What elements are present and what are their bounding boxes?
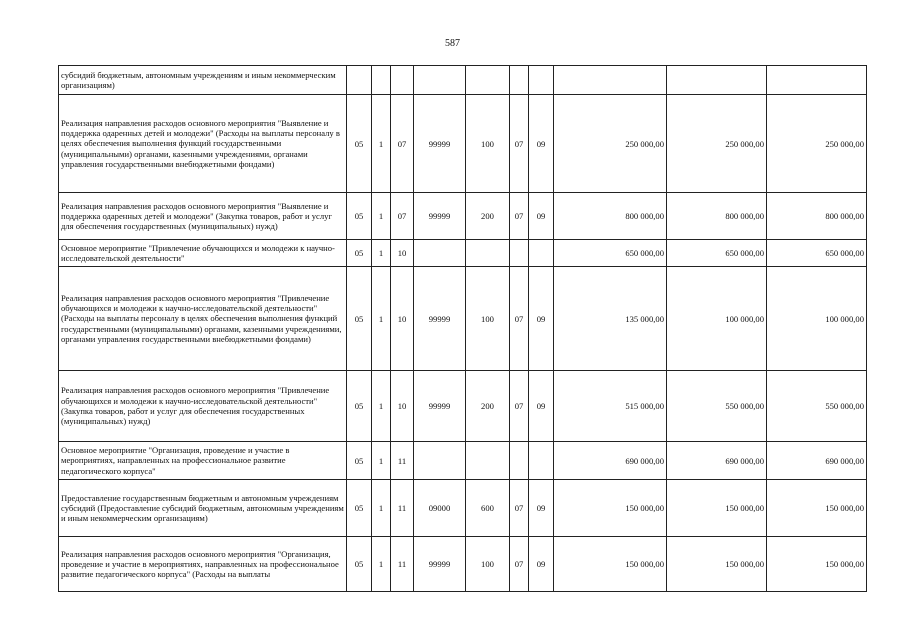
code-cell: 05	[347, 95, 372, 193]
table-row	[59, 537, 867, 592]
amount-cell: 250 000,00	[554, 95, 667, 193]
code-cell: 1	[372, 95, 391, 193]
code-cell	[466, 240, 510, 267]
table-row	[59, 66, 867, 95]
code-cell	[510, 240, 529, 267]
amount-cell: 650 000,00	[667, 240, 767, 267]
amount-cell: 250 000,00	[667, 95, 767, 193]
code-cell: 07	[510, 193, 529, 240]
description-cell: субсидий бюджетным, автономным учреждениям и иным некоммерческим организациям)	[59, 66, 347, 95]
code-cell: 1	[372, 537, 391, 592]
code-cell	[414, 66, 466, 95]
description-cell: Реализация направления расходов основного мероприятия "Выявление и поддержка одаренных детей и молодежи" (Закупка товаров, работ и услуг для обеспечения государственных (муниципальных) нужд)	[59, 193, 347, 240]
code-cell: 09	[529, 193, 554, 240]
code-cell: 1	[372, 240, 391, 267]
amount-cell: 150 000,00	[667, 537, 767, 592]
amount-cell: 135 000,00	[554, 267, 667, 371]
code-cell: 05	[347, 193, 372, 240]
code-cell	[372, 66, 391, 95]
code-cell: 1	[372, 267, 391, 371]
code-cell: 100	[466, 537, 510, 592]
code-cell	[347, 66, 372, 95]
code-cell: 09	[529, 95, 554, 193]
code-cell: 09	[529, 267, 554, 371]
code-cell: 07	[391, 95, 414, 193]
code-cell	[529, 66, 554, 95]
code-cell: 1	[372, 480, 391, 537]
amount-cell: 800 000,00	[667, 193, 767, 240]
code-cell: 600	[466, 480, 510, 537]
description-cell: Реализация направления расходов основного мероприятия "Привлечение обучающихся и молодежи к научно-исследовательской деятельности" (Расходы на выплаты персоналу в целях обеспечения выполнения функций государственными (муниципальными) органами, казенными учреждениями, органами управления государственными внебюджетными фондами)	[59, 267, 347, 371]
table-row	[59, 193, 867, 240]
amount-cell: 515 000,00	[554, 371, 667, 442]
code-cell: 07	[510, 537, 529, 592]
code-cell	[414, 442, 466, 480]
code-cell: 05	[347, 442, 372, 480]
code-cell: 200	[466, 371, 510, 442]
amount-cell: 100 000,00	[667, 267, 767, 371]
amount-cell	[554, 66, 667, 95]
code-cell: 11	[391, 537, 414, 592]
amount-cell: 250 000,00	[767, 95, 867, 193]
page-number: 587	[445, 38, 460, 49]
amount-cell	[667, 66, 767, 95]
table-row	[59, 442, 867, 480]
code-cell	[529, 240, 554, 267]
amount-cell: 100 000,00	[767, 267, 867, 371]
code-cell: 1	[372, 371, 391, 442]
table-row	[59, 267, 867, 371]
code-cell	[510, 442, 529, 480]
table-row	[59, 480, 867, 537]
code-cell: 05	[347, 537, 372, 592]
table-row	[59, 240, 867, 267]
amount-cell: 690 000,00	[667, 442, 767, 480]
code-cell: 1	[372, 442, 391, 480]
code-cell: 99999	[414, 95, 466, 193]
code-cell: 99999	[414, 371, 466, 442]
code-cell: 1	[372, 193, 391, 240]
code-cell: 99999	[414, 537, 466, 592]
amount-cell: 800 000,00	[554, 193, 667, 240]
description-cell: Реализация направления расходов основного мероприятия "Организация, проведение и участие в мероприятиях, направленных на профессиональное развитие педагогического корпуса" (Расходы на выплаты	[59, 537, 347, 592]
amount-cell: 550 000,00	[767, 371, 867, 442]
code-cell	[510, 66, 529, 95]
code-cell: 10	[391, 371, 414, 442]
amount-cell: 150 000,00	[554, 537, 667, 592]
code-cell: 05	[347, 371, 372, 442]
code-cell: 07	[510, 480, 529, 537]
amount-cell: 800 000,00	[767, 193, 867, 240]
amount-cell: 690 000,00	[767, 442, 867, 480]
code-cell: 11	[391, 442, 414, 480]
code-cell: 100	[466, 267, 510, 371]
code-cell: 09	[529, 480, 554, 537]
amount-cell: 150 000,00	[767, 537, 867, 592]
amount-cell: 150 000,00	[554, 480, 667, 537]
code-cell: 07	[510, 95, 529, 193]
amount-cell: 650 000,00	[554, 240, 667, 267]
code-cell	[466, 442, 510, 480]
code-cell: 07	[510, 267, 529, 371]
code-cell	[391, 66, 414, 95]
amount-cell: 690 000,00	[554, 442, 667, 480]
code-cell: 10	[391, 267, 414, 371]
code-cell: 11	[391, 480, 414, 537]
code-cell: 09	[529, 371, 554, 442]
table-row	[59, 371, 867, 442]
description-cell: Основное мероприятие "Организация, проведение и участие в мероприятиях, направленных на профессиональное развитие педагогического корпуса"	[59, 442, 347, 480]
budget-table	[58, 65, 867, 592]
code-cell: 05	[347, 480, 372, 537]
code-cell: 09000	[414, 480, 466, 537]
description-cell: Предоставление государственным бюджетным и автономным учреждениям субсидий (Предоставление субсидий бюджетным, автономным учреждениям и иным некоммерческим организациям)	[59, 480, 347, 537]
code-cell: 200	[466, 193, 510, 240]
amount-cell: 650 000,00	[767, 240, 867, 267]
code-cell	[414, 240, 466, 267]
code-cell: 05	[347, 240, 372, 267]
code-cell: 07	[391, 193, 414, 240]
code-cell: 10	[391, 240, 414, 267]
code-cell: 99999	[414, 193, 466, 240]
description-cell: Реализация направления расходов основного мероприятия "Выявление и поддержка одаренных детей и молодежи" (Расходы на выплаты персоналу в целях обеспечения выполнения функций государственными (муниципальными) органами, казенными учреждениями, органами управления государственными внебюджетными фондами)	[59, 95, 347, 193]
description-cell: Реализация направления расходов основного мероприятия "Привлечение обучающихся и молодежи к научно-исследовательской деятельности" (Закупка товаров, работ и услуг для обеспечения государственных (муниципальных) нужд)	[59, 371, 347, 442]
code-cell: 07	[510, 371, 529, 442]
code-cell: 09	[529, 537, 554, 592]
amount-cell: 550 000,00	[667, 371, 767, 442]
code-cell	[529, 442, 554, 480]
amount-cell: 150 000,00	[667, 480, 767, 537]
code-cell: 100	[466, 95, 510, 193]
amount-cell: 150 000,00	[767, 480, 867, 537]
amount-cell	[767, 66, 867, 95]
table-row	[59, 95, 867, 193]
code-cell: 05	[347, 267, 372, 371]
code-cell	[466, 66, 510, 95]
description-cell: Основное мероприятие "Привлечение обучающихся и молодежи к научно-исследовательской деятельности"	[59, 240, 347, 267]
code-cell: 99999	[414, 267, 466, 371]
